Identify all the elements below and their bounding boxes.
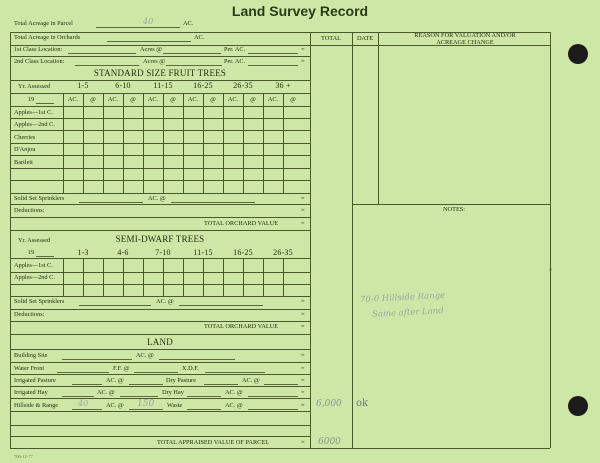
- grid-col-line: [123, 93, 124, 193]
- row-line: [10, 106, 310, 107]
- acreage-orchards-blank: [107, 41, 191, 42]
- row-line: [10, 425, 310, 426]
- equals-sign: =: [301, 352, 305, 359]
- dry-hay-label: Dry Hay: [162, 389, 184, 396]
- total-column-header: TOTAL: [320, 35, 342, 42]
- age-range-header: 11-15: [153, 81, 173, 90]
- row-line: [10, 168, 310, 169]
- row-line: [10, 334, 310, 335]
- row-line: [10, 374, 310, 375]
- per-ac-label: Per. AC.: [224, 58, 246, 65]
- grid-col-line: [83, 258, 84, 296]
- date-column-line: [378, 32, 379, 204]
- date-column-header: DATE: [356, 35, 374, 42]
- year-prefix: 19: [28, 249, 35, 256]
- sub-col-header: @: [170, 96, 176, 103]
- sprinklers-blank: [79, 305, 151, 306]
- ff-at-label: F.F. @: [113, 365, 130, 372]
- hillside-range-label: Hillside & Range: [14, 402, 59, 409]
- sub-col-header: AC.: [267, 96, 279, 103]
- acreage-parcel-label: Total Acreage in Parcel: [14, 20, 73, 27]
- grid-col-line: [263, 93, 264, 193]
- second-class-total-blank: [248, 65, 298, 66]
- second-class-label: 2nd Class Location:: [14, 58, 65, 65]
- age-range-header: 26-35: [273, 248, 293, 257]
- row-line: [10, 180, 310, 181]
- year-blank: [36, 256, 54, 257]
- sub-col-header: AC.: [187, 96, 199, 103]
- row-line: [10, 284, 310, 285]
- xdf-label: X.D.F.: [182, 365, 199, 372]
- row-label-cherries: Cherries: [14, 134, 36, 141]
- sub-col-header: @: [290, 96, 296, 103]
- ac-at-label: AC. @: [106, 377, 124, 384]
- dry-hay-blank: [187, 396, 221, 397]
- row-line: [10, 296, 310, 297]
- sub-col-header: AC.: [227, 96, 239, 103]
- form-code: 700-12-77: [14, 454, 33, 459]
- building-site-label: Building Site: [14, 352, 48, 359]
- year-prefix: 19: [28, 96, 35, 103]
- grid-col-line: [183, 93, 184, 193]
- grid-col-line: [243, 258, 244, 296]
- ac-at-label: AC. @: [148, 195, 166, 202]
- ac-at-label: AC. @: [106, 402, 124, 409]
- grid-col-line: [183, 258, 184, 296]
- row-line: [10, 411, 310, 412]
- total-orchard-value-label: TOTAL ORCHARD VALUE: [204, 220, 279, 227]
- first-class-blank: [68, 53, 136, 54]
- grid-col-line: [243, 93, 244, 193]
- equals-sign: =: [301, 298, 305, 305]
- row-line: [10, 130, 310, 131]
- grid-col-line: [223, 93, 224, 193]
- hillside-total-value: 6,000: [316, 399, 342, 409]
- irrigated-hay-label: Irrigated Hay: [14, 389, 48, 396]
- ac-at-label: AC. @: [156, 298, 174, 305]
- age-range-header: 36 +: [275, 81, 291, 90]
- irrigated-pasture-rate-blank: [129, 384, 163, 385]
- grid-col-line: [163, 258, 164, 296]
- frame-line: [550, 32, 551, 448]
- age-range-header: 1-3: [77, 248, 89, 257]
- sub-col-header: AC.: [107, 96, 119, 103]
- yr-assessed-label: Yr. Assessed: [18, 237, 51, 244]
- equals-sign: =: [301, 389, 305, 396]
- age-range-header: 16-25: [233, 248, 253, 257]
- acreage-parcel-value: 40: [143, 17, 154, 26]
- row-label-apples-1st: Apples—1st C.: [14, 109, 53, 116]
- grid-col-line: [283, 93, 284, 193]
- ac-at-label: AC. @: [225, 402, 243, 409]
- dry-pasture-rate-blank: [264, 384, 298, 385]
- row-line: [10, 193, 310, 194]
- grid-col-line: [123, 258, 124, 296]
- age-range-header: 26-35: [233, 81, 253, 90]
- waste-label: Waste: [167, 402, 183, 409]
- equals-sign: =: [301, 323, 305, 330]
- grid-col-line: [83, 93, 84, 193]
- hillside-rate-blank: [129, 409, 163, 410]
- hillside-ac-value: 40: [78, 399, 89, 408]
- grid-col-line: [63, 258, 64, 296]
- row-line: [10, 230, 310, 231]
- row-label-apples-2nd: Apples—2nd C.: [14, 274, 55, 281]
- row-line: [10, 118, 310, 119]
- grid-col-line: [103, 258, 104, 296]
- irrigated-pasture-blank: [72, 384, 102, 385]
- grid-col-line: [143, 93, 144, 193]
- water-front-blank: [57, 372, 109, 373]
- notes-handwriting: 70-0 Hillside Range: [359, 290, 446, 306]
- sub-col-header: AC.: [67, 96, 79, 103]
- waste-rate-blank: [248, 409, 298, 410]
- grid-col-line: [63, 93, 64, 193]
- grid-col-line: [283, 258, 284, 296]
- ac-at-label: AC. @: [97, 389, 115, 396]
- dry-pasture-blank: [204, 384, 238, 385]
- equals-sign: =: [301, 195, 305, 202]
- row-line: [10, 143, 310, 144]
- land-heading: LAND: [147, 337, 173, 347]
- sub-col-header: @: [90, 96, 96, 103]
- irrigated-pasture-label: Irrigated Pasture: [14, 377, 56, 384]
- irrigated-hay-blank: [62, 396, 94, 397]
- equals-sign: =: [301, 402, 305, 409]
- parcel-total-value: 6000: [318, 437, 341, 447]
- row-line: [10, 321, 310, 322]
- acres-at-label: Acres @: [140, 46, 163, 53]
- row-line: [10, 398, 310, 399]
- equals-sign: =: [301, 220, 305, 227]
- grid-col-line: [203, 258, 204, 296]
- row-line: [10, 217, 310, 218]
- frame-line: [10, 448, 550, 449]
- notes-handwriting: Same after Land: [371, 306, 444, 320]
- first-class-rate-blank: [163, 53, 221, 54]
- row-line: [10, 309, 310, 310]
- row-line: [10, 362, 310, 363]
- age-range-header: 11-15: [193, 248, 213, 257]
- ff-rate-blank: [134, 372, 178, 373]
- sprinklers-rate-blank: [179, 305, 263, 306]
- ac-at-label: AC. @: [136, 352, 154, 359]
- semi-dwarf-heading: SEMI-DWARF TREES: [115, 234, 205, 244]
- sub-col-header: @: [130, 96, 136, 103]
- equals-sign: =: [301, 439, 305, 446]
- dry-pasture-label: Dry Pasture: [166, 377, 196, 384]
- water-front-label: Water Front: [14, 365, 45, 372]
- sprinklers-label: Solid Set Sprinklers: [14, 195, 65, 202]
- row-label-apples-1st: Apples—1st C.: [14, 262, 53, 269]
- row-line: [10, 386, 310, 387]
- binder-hole-bottom: [568, 396, 588, 416]
- age-range-header: 7-10: [155, 248, 171, 257]
- sub-col-header: AC.: [147, 96, 159, 103]
- sub-col-header: @: [250, 96, 256, 103]
- ac-label: AC.: [194, 34, 205, 41]
- dry-hay-rate-blank: [248, 396, 298, 397]
- sprinklers-rate-blank: [171, 202, 255, 203]
- sprinklers-blank: [79, 202, 143, 203]
- sprinklers-label: Solid Set Sprinklers: [14, 298, 65, 305]
- deductions-label: Deductions:: [14, 311, 45, 318]
- per-ac-label: Per. AC.: [224, 46, 246, 53]
- total-appraised-label: TOTAL APPRAISED VALUE OF PARCEL: [157, 439, 270, 446]
- acreage-parcel-blank: [96, 27, 180, 28]
- row-label-bartlett: Bartlett: [14, 159, 33, 166]
- deductions-label: Deductions:: [14, 207, 45, 214]
- first-class-label: 1st Class Location:: [14, 46, 63, 53]
- grid-col-line: [163, 93, 164, 193]
- acreage-orchards-label: Total Acreage in Orchards: [14, 34, 81, 41]
- equals-sign: =: [301, 365, 305, 372]
- row-line: [10, 56, 310, 57]
- sub-col-header: @: [210, 96, 216, 103]
- ac-label: AC.: [183, 20, 194, 27]
- second-class-rate-blank: [166, 65, 222, 66]
- building-site-rate-blank: [159, 359, 235, 360]
- row-line: [10, 349, 310, 350]
- row-line: [10, 204, 310, 205]
- row-line: [10, 258, 310, 259]
- grid-col-line: [103, 93, 104, 193]
- notes-line: [352, 204, 550, 205]
- age-range-header: 4-6: [117, 248, 129, 257]
- grid-col-line: [143, 258, 144, 296]
- total-orchard-value-label: TOTAL ORCHARD VALUE: [204, 323, 279, 330]
- ac-at-label: AC. @: [225, 389, 243, 396]
- equals-sign: =: [301, 311, 305, 318]
- total-column-line: [310, 32, 311, 448]
- row-line: [10, 436, 310, 437]
- row-line: [10, 272, 310, 273]
- acres-at-label: Acres @: [143, 58, 166, 65]
- reason-column-header: REASON FOR VALUATION AND/OR ACREAGE CHANGE: [414, 32, 516, 46]
- waste-blank: [187, 409, 221, 410]
- row-line: [10, 155, 310, 156]
- standard-trees-heading: STANDARD SIZE FRUIT TREES: [93, 68, 227, 78]
- year-blank: [36, 103, 54, 104]
- age-range-header: 1-5: [77, 81, 89, 90]
- age-range-header: 6-10: [115, 81, 131, 90]
- notes-header: NOTES:: [443, 206, 466, 213]
- age-range-header: 16-25: [193, 81, 213, 90]
- xdf-blank: [205, 372, 265, 373]
- grid-col-line: [203, 93, 204, 193]
- binder-hole-top: [568, 44, 588, 64]
- row-line: [10, 93, 310, 94]
- hillside-ac-blank: [72, 409, 102, 410]
- equals-sign: =: [301, 207, 305, 214]
- building-site-blank: [62, 359, 132, 360]
- hillside-check-mark: ok: [356, 398, 369, 409]
- ac-at-label: AC. @: [242, 377, 260, 384]
- equals-sign: =: [301, 377, 305, 384]
- row-label-apples-2nd: Apples—2nd C.: [14, 121, 55, 128]
- equals-sign: =: [301, 58, 305, 65]
- hillside-rate-value: 150: [137, 399, 155, 409]
- grid-col-line: [223, 258, 224, 296]
- first-class-total-blank: [248, 53, 298, 54]
- yr-assessed-label: Yr. Assessed: [18, 83, 51, 90]
- second-class-blank: [75, 65, 139, 66]
- equals-sign: =: [301, 46, 305, 53]
- grid-col-line: [263, 258, 264, 296]
- row-label-danjou: D'Anjou: [14, 146, 36, 153]
- total-column-line: [352, 32, 353, 448]
- irrigated-hay-rate-blank: [120, 396, 158, 397]
- card-title: Land Survey Record: [231, 3, 369, 19]
